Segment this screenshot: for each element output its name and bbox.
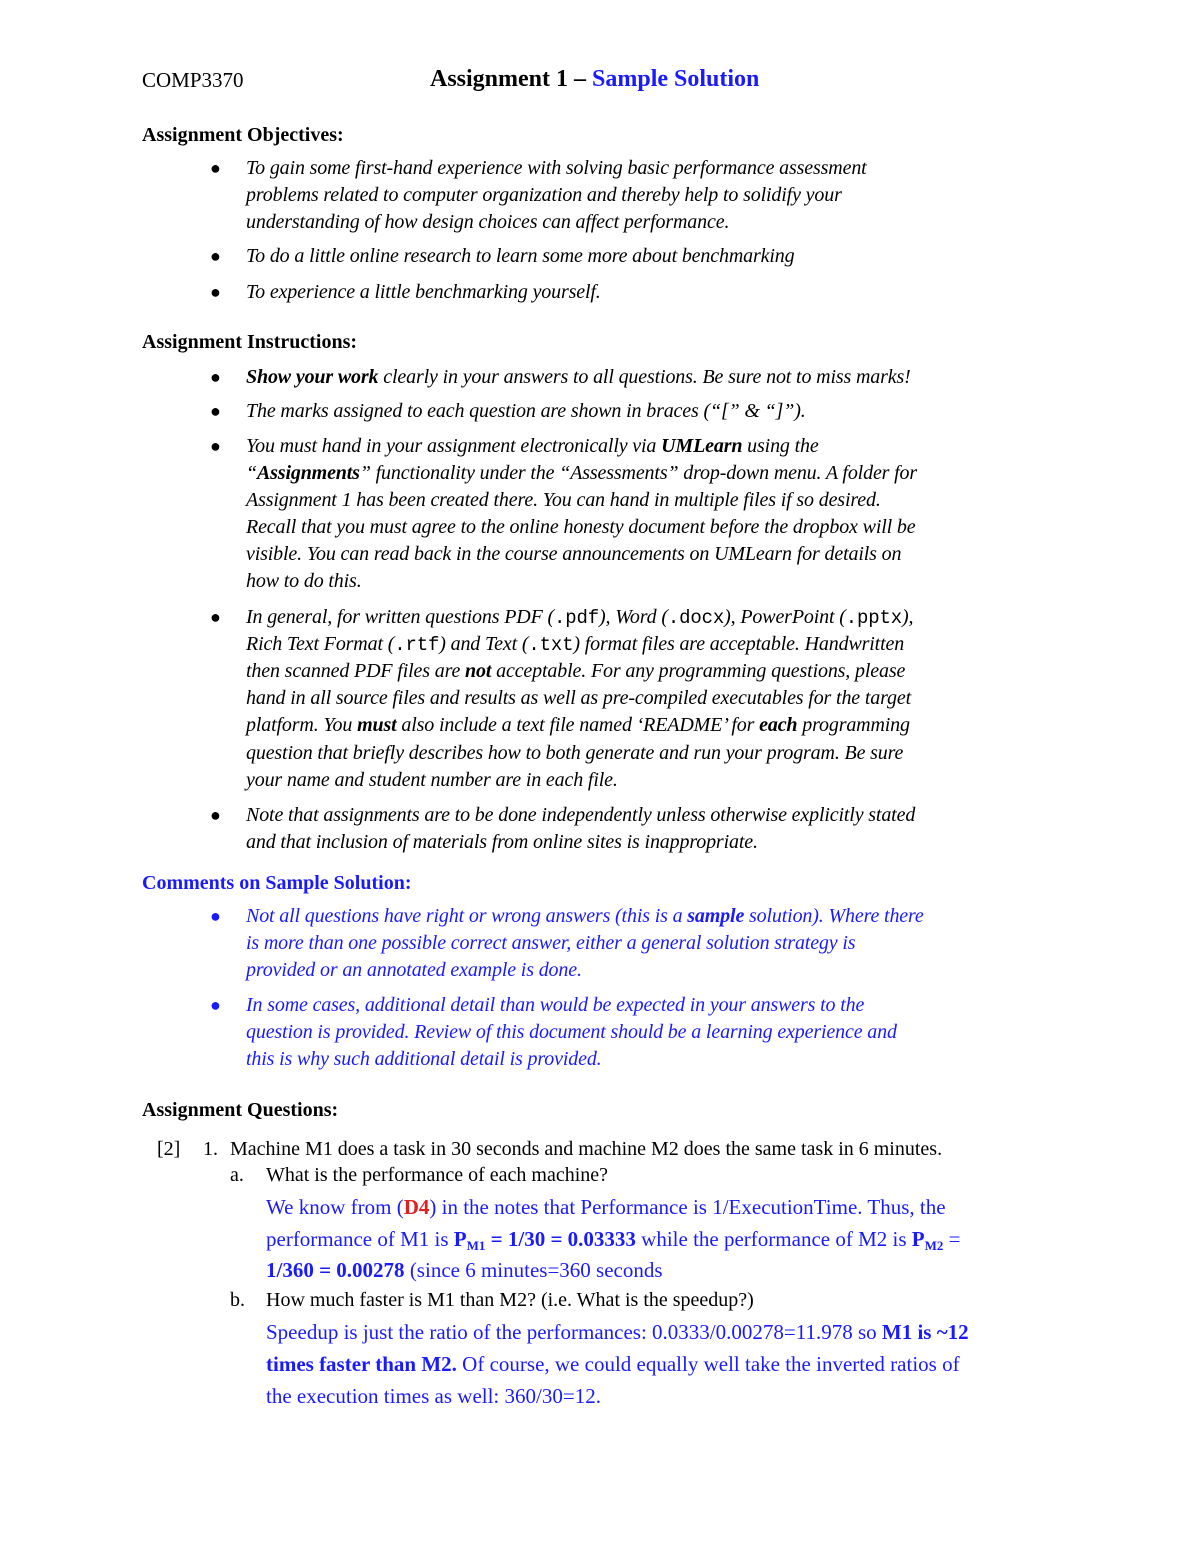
question-1-text: Machine M1 does a task in 30 seconds and machine M2 does the same task in 6 minutes. <box>230 1138 943 1160</box>
comment-1-line-3: provided or an annotated example is done. <box>246 959 582 981</box>
comments-heading: Comments on Sample Solution: <box>142 872 412 894</box>
objective-3: To experience a little benchmarking yourself. <box>246 281 601 303</box>
objective-1-line-1: To gain some first-hand experience with solving basic performance assessment <box>246 157 867 179</box>
question-1-marks: [2] <box>157 1138 181 1160</box>
question-1b-text: How much faster is M1 than M2? (i.e. What is the speedup?) <box>266 1289 754 1311</box>
instruction-4-line-2: Rich Text Format (.rtf) and Text (.txt) format files are acceptable. Handwritten <box>246 633 905 656</box>
page-header <box>142 68 1062 100</box>
instruction-2: The marks assigned to each question are shown in braces (“[” & “]”). <box>246 400 806 422</box>
question-1b-label: b. <box>230 1289 245 1311</box>
question-1a-label: a. <box>230 1164 244 1186</box>
title-assignment: Assignment 1 – <box>430 66 593 92</box>
comment-2-line-2: question is provided. Review of this document should be a learning experience and <box>246 1021 897 1043</box>
objective-1-line-3: understanding of how design choices can affect performance. <box>246 211 730 233</box>
answer-1b-line-1: Speedup is just the ratio of the performances: 0.0333/0.00278=11.978 so M1 is ~12 <box>266 1320 969 1344</box>
answer-1a-line-3: 1/360 = 0.00278 (since 6 minutes=360 seconds <box>266 1258 663 1282</box>
answer-1b-line-2: times faster than M2. Of course, we could equally well take the inverted ratios of <box>266 1352 960 1376</box>
instruction-1: Show your work clearly in your answers to all questions. Be sure not to miss marks! <box>246 366 911 388</box>
instructions-heading: Assignment Instructions: <box>142 331 358 353</box>
instruction-3-line-5: visible. You can read back in the course announcements on UMLearn for details on <box>246 543 902 565</box>
questions-heading: Assignment Questions: <box>142 1099 339 1121</box>
instruction-3-line-4: Recall that you must agree to the online honesty document before the dropbox will be <box>246 516 916 538</box>
instruction-3-line-6: how to do this. <box>246 570 362 592</box>
instruction-3-line-1: You must hand in your assignment electronically via UMLearn using the <box>246 435 819 457</box>
comment-1-line-1: Not all questions have right or wrong answers (this is a sample solution). Where there <box>246 905 924 927</box>
objectives-heading: Assignment Objectives: <box>142 124 344 146</box>
comment-1-line-2: is more than one possible correct answer, either a general solution strategy is <box>246 932 856 954</box>
comment-2-line-3: this is why such additional detail is provided. <box>246 1048 602 1070</box>
document-page: COMP3370 Assignment 1 – Sample Solution Assignment Objectives: ● To gain some first-hand experience with solving basic performance assessment problems related to computer organization and thereby help to solidify your understanding of how design choices can affect performance. ● To do a little online research to learn some more about benchmarking ● To experience a little benchmarking yourself. Assignment Instructions: ● Show your work clearly in your answers to all questions. Be sure not to miss marks! ● The marks assigned to each question are shown in braces (“[” & “]”). ● You must hand in your assignment electronically via UMLearn using the “Assignments” functionality under the “Assessments” drop-down menu. A folder for Assignment 1 has been created there. You can hand in multiple files if so desired. Recall that you must agree to the online honesty document before the dropbox will be visible. You can read back in the course announcements on UMLearn for details on how to do this. ● In general, for written questions PDF (.pdf), Word (.docx), PowerPoint (.pptx), Rich Text Format (.rtf) and Text (.txt) format files are acceptable. Handwritten then scanned PDF files are not acceptable. For any programming questions, please hand in all source files and results as well as pre-compiled executables for the target platform. You must also include a text file named ‘README’ for each programming question that briefly describes how to both generate and run your program. Be sure your name and student number are in each file. ● Note that assignments are to be done independently unless otherwise explicitly stated and that inclusion of materials from online sites is inappropriate. Comments on Sample Solution: ● Not all questions have right or wrong answers (this is a sample solution). Where there is more than one possible correct answer, either a general solution strategy is provided or an annotated example is done. ● In some cases, additional detail than would be expected in your answers to the question is provided. Review of this document should be a learning experience and this is why such additional detail is provided. Assignment Questions: [2] 1. Machine M1 does a task in 30 seconds and machine M2 does the same task in 6 minutes. a. What is the performance of each machine? We know from (D4) in the notes that Performance is 1/ExecutionTime. Thus, the performance of M1 is $P_{M1} = 1/30 = 0.03333$ while the performance of M2 is $P_{M2}$ = 1/360 = 0.00278 (since 6 minutes=360 seconds b. How much faster is M1 than M2? (i.e. What is the speedup?) Speedup is just the ratio of the performances: 0.0333/0.00278=11.978 so M1 is ~12 times faster than M2. Of course, we could equally well take the inverted ratios of the execution times as well: 360/30=12. <box>0 0 1200 1553</box>
instruction-4-line-1: In general, for written questions PDF (.pdf), Word (.docx), PowerPoint (.pptx), <box>246 606 914 629</box>
instruction-5-line-2: and that inclusion of materials from online sites is inappropriate. <box>246 831 758 853</box>
instruction-5-line-1: Note that assignments are to be done independently unless otherwise explicitly stated <box>246 804 916 826</box>
comment-2-line-1: In some cases, additional detail than would be expected in your answers to the <box>246 994 865 1016</box>
title-sample-solution: Sample Solution <box>592 66 760 92</box>
instruction-4-line-3: then scanned PDF files are not acceptable. For any programming questions, please <box>246 660 906 682</box>
answer-1a-line-2: performance of M1 is $P_{M1} = 1/30 = 0.03333$ while the performance of M2 is $P_{M2}$ = <box>266 1227 961 1253</box>
instruction-3-line-3: Assignment 1 has been created there. You can hand in multiple files if so desired. <box>246 489 881 511</box>
answer-1b-line-3: the execution times as well: 360/30=12. <box>266 1384 601 1408</box>
page-title <box>430 66 759 93</box>
instruction-3-line-2: “Assignments” functionality under the “Assessments” drop-down menu. A folder for <box>246 462 918 484</box>
question-1a-text: What is the performance of each machine? <box>266 1164 609 1186</box>
course-code: COMP3370 <box>142 68 244 92</box>
question-1-number: 1. <box>203 1138 218 1160</box>
instruction-4-line-7: your name and student number are in each file. <box>246 769 618 791</box>
instruction-4-line-4: hand in all source files and results as well as pre-compiled executables for the target <box>246 687 911 709</box>
instruction-4-line-5: platform. You must also include a text file named ‘README’ for each programming <box>246 714 910 736</box>
objective-1-line-2: problems related to computer organization and thereby help to solidify your <box>246 184 842 206</box>
answer-1a-line-1: We know from (D4) in the notes that Performance is 1/ExecutionTime. Thus, the <box>266 1195 946 1219</box>
objective-2: To do a little online research to learn some more about benchmarking <box>246 245 795 267</box>
instruction-4-line-6: question that briefly describes how to both generate and run your program. Be sure <box>246 742 904 764</box>
